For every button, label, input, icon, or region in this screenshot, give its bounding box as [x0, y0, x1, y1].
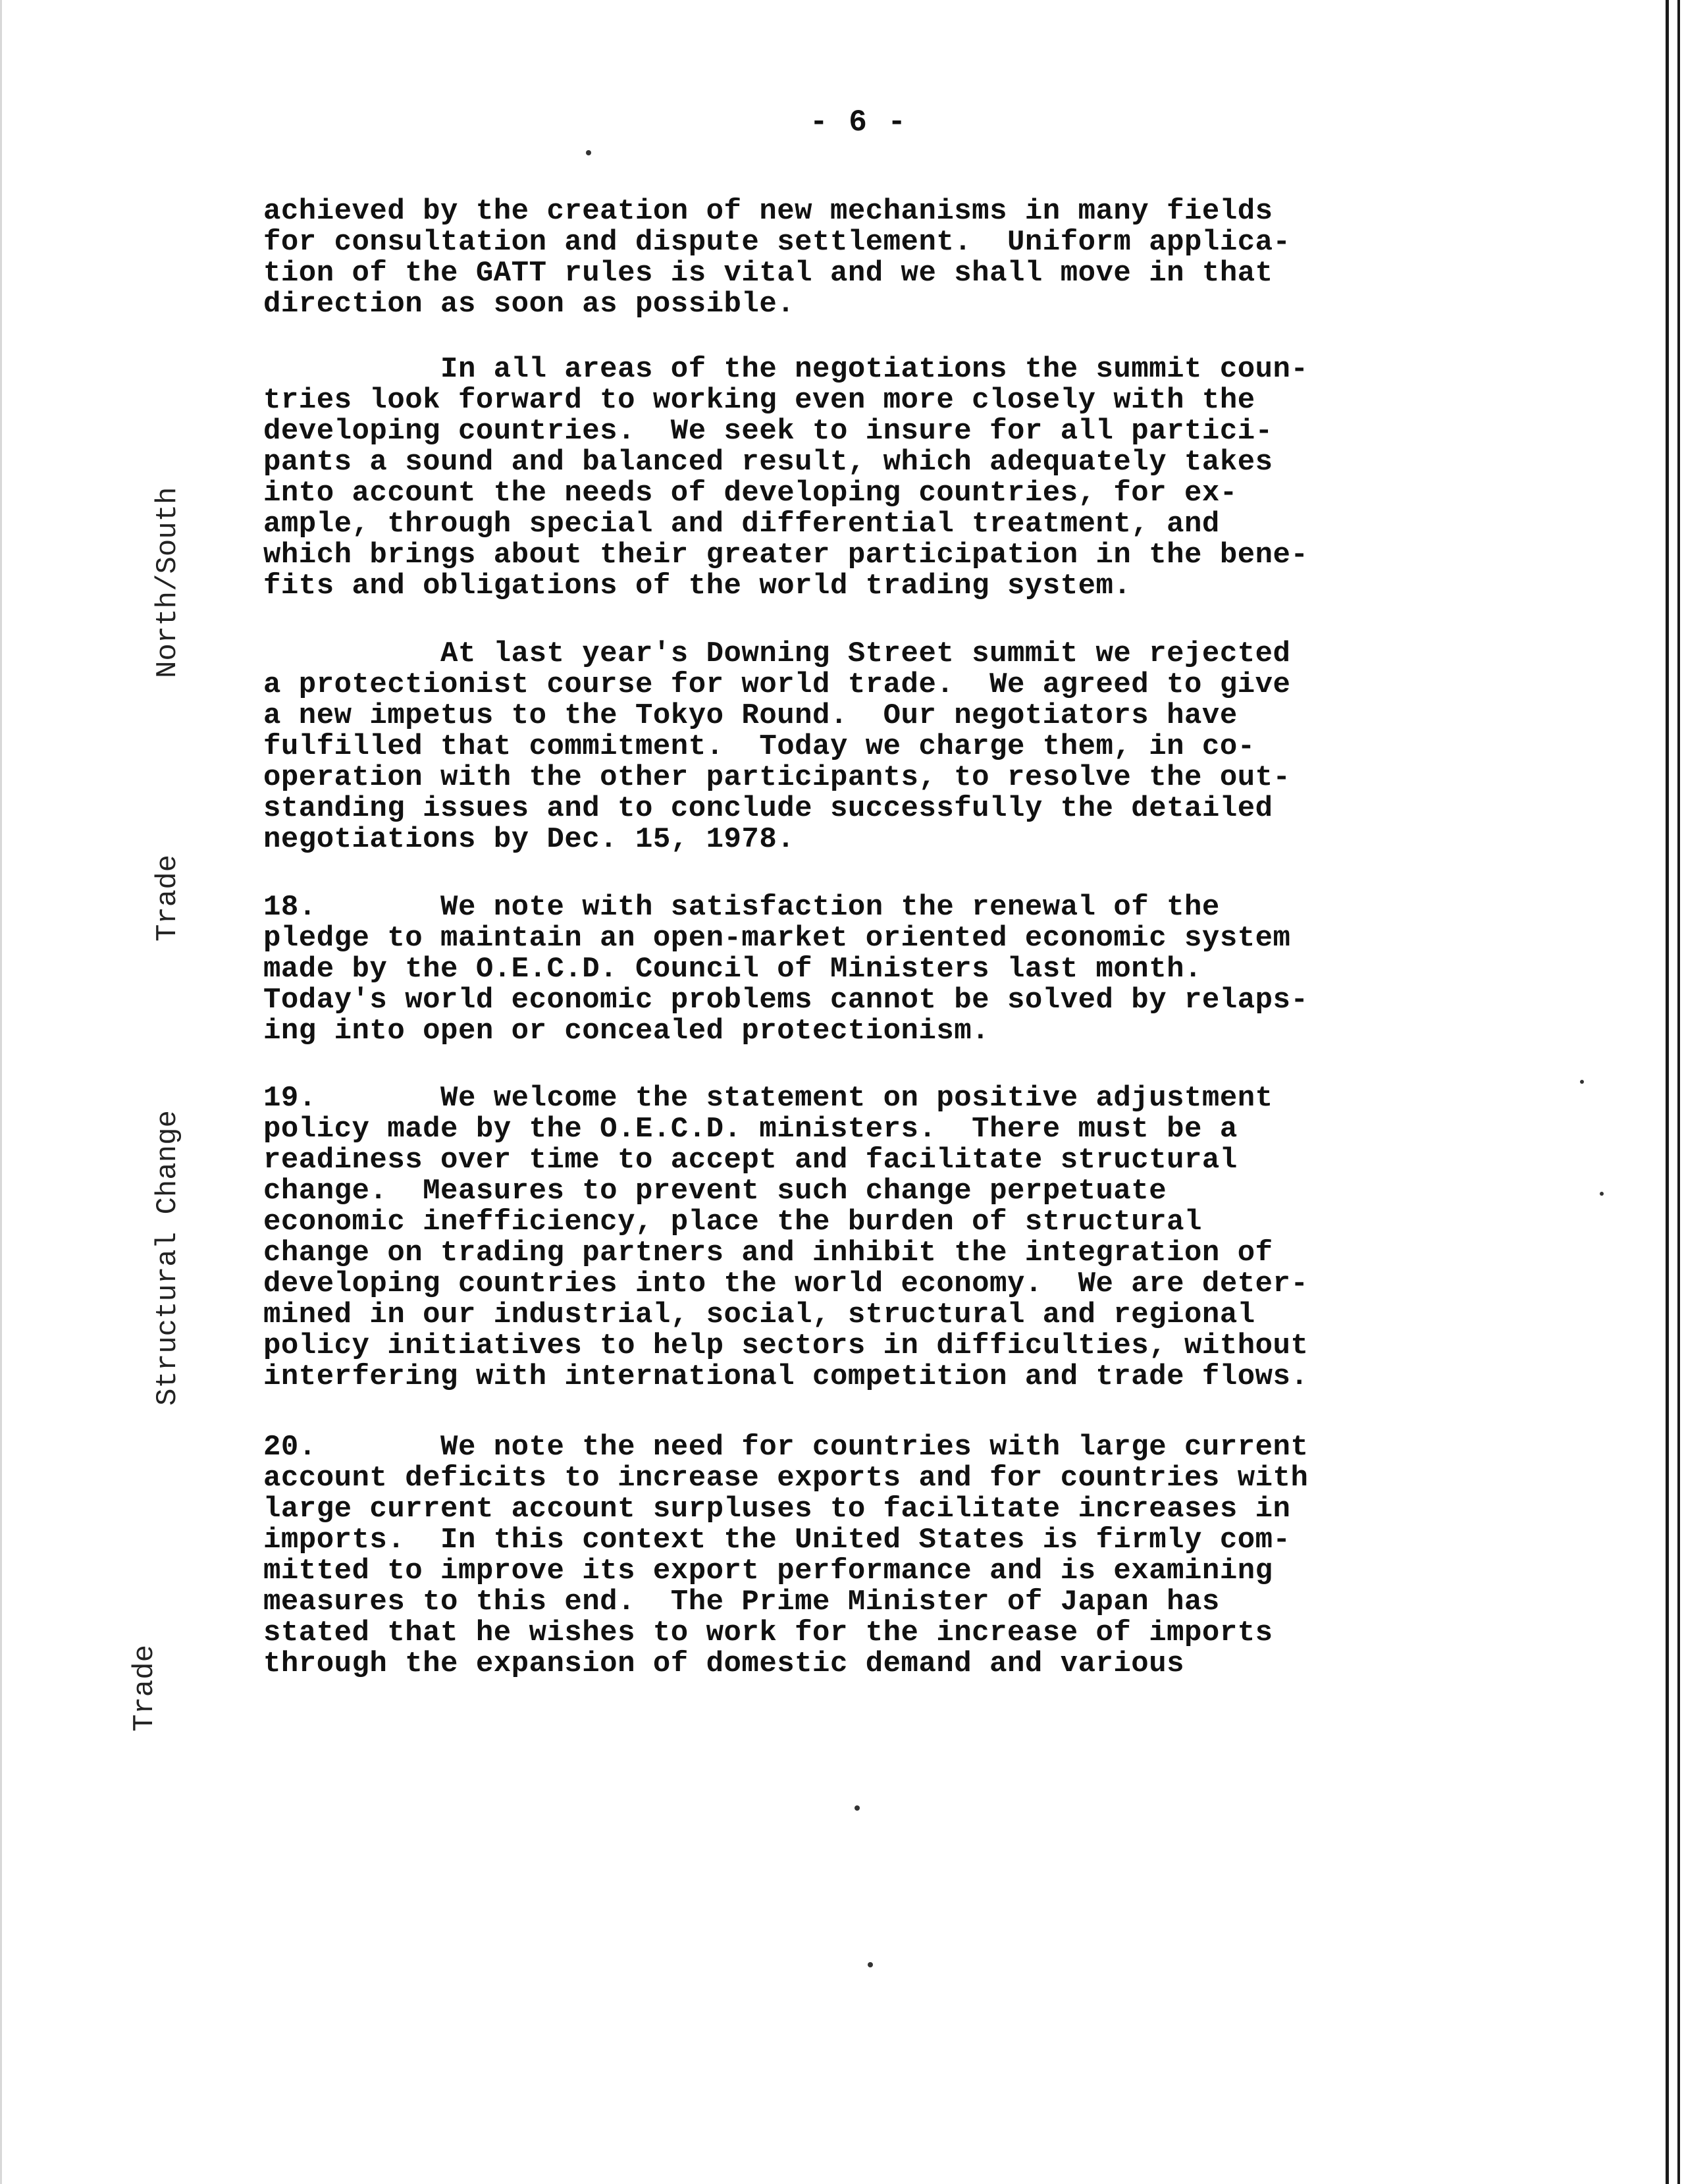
paragraph-continued: achieved by the creation of new mechanisms in many fields for consultation and dispute settlement. Uniform applica- tion of the GATT rules is vital and we shall move in that direction as soon as possible.	[263, 195, 1291, 321]
page-number: - 6 -	[810, 105, 908, 140]
paragraph-negotiations: In all areas of the negotiations the summit coun- tries look forward to working even more closely with the developing countries. We seek to insure for all partici- pants a sound and balanced result, which adequately takes into account the needs of developing countries, for ex- ample, through special and differential treatment, and which brings about their greater participation in the bene- fits and obligations of the world trading system.	[263, 353, 1309, 602]
scan-right-edge-line	[1666, 0, 1669, 2184]
margin-label-trade: Trade	[151, 854, 184, 942]
scan-speck	[1600, 1192, 1604, 1196]
margin-label-structural-change: Structural Change	[151, 1110, 184, 1406]
paragraph-19: 19. We welcome the statement on positive adjustment policy made by the O.E.C.D. ministers. There must be a readiness over time to accept and facilitate structural change. Measures to prevent such change perpetuate economic inefficiency, place the burden of structural change on trading partners and inhibit the integration of developing countries into the world economy. We are deter- mined in our industrial, social, structural and regional policy initiatives to help sectors in difficulties, without interfering with international competition and trade flows.	[263, 1082, 1309, 1393]
margin-label-trade-lower: Trade	[128, 1644, 161, 1732]
scan-speck	[1580, 1080, 1584, 1084]
scan-speck	[586, 150, 591, 155]
paragraph-downing-street: At last year's Downing Street summit we rejected a protectionist course for world trade. We agreed to give a new impetus to the Tokyo Round. Our negotiators have fulfilled that commitment. Today we charge them, in co- operation with the other participants, to resolve the out- standing issues and to conclude successfully the detailed negotiations by Dec. 15, 1978.	[263, 637, 1291, 856]
margin-label-north-south: North/South	[151, 487, 184, 678]
paragraph-18: 18. We note with satisfaction the renewal of the pledge to maintain an open-market oriented economic system made by the O.E.C.D. Council of Ministers last month. Today's world economic problems cannot be solved by relaps- ing into open or concealed protectionism.	[263, 891, 1309, 1048]
scan-left-edge	[0, 0, 2, 2184]
scan-right-edge-line-outer	[1677, 0, 1680, 2184]
paragraph-20: 20. We note the need for countries with large current account deficits to increase exports and for countries with large current account surpluses to facilitate increases in imports. In this context the United States is firmly com- mitted to improve its export performance and is examining measures to this end. The Prime Minister of Japan has stated that he wishes to work for the increase of imports through the expansion of domestic demand and various	[263, 1431, 1309, 1680]
scan-speck	[868, 1962, 873, 1967]
scan-speck	[855, 1805, 860, 1811]
